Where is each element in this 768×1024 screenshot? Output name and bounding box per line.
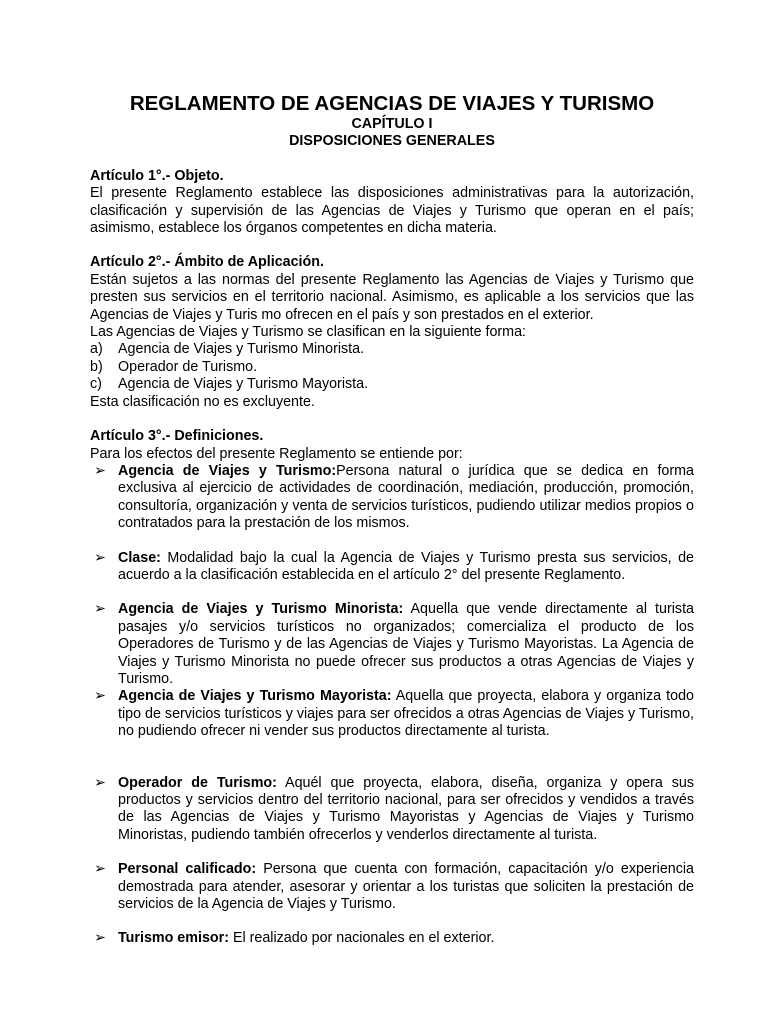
arrow-bullet-icon: ➢ xyxy=(94,601,106,618)
list-item-text: Operador de Turismo. xyxy=(118,358,258,375)
definition-term: Agencia de Viajes y Turismo: xyxy=(118,462,337,479)
article-3-intro: Para los efectos del presente Reglamento se entiende por: xyxy=(90,445,463,462)
arrow-bullet-icon: ➢ xyxy=(94,688,106,705)
definition-text: Aquella que proyecta, elabora y organiza todo tipo de servicios turísticos y viajes para ser ofrecidos a otras Agencias de Viajes y Turismo, no pudiendo ofrecer ni vender sus productos directamente al turista. xyxy=(118,688,694,740)
definition-item xyxy=(90,930,694,947)
definition-item xyxy=(90,775,694,845)
definition-text: El realizado por nacionales en el exterior. xyxy=(228,930,495,947)
definition-term: Clase: xyxy=(118,549,161,566)
list-item xyxy=(90,341,694,358)
list-item-text: Agencia de Viajes y Turismo Minorista. xyxy=(118,341,365,358)
list-marker: b) xyxy=(90,358,103,375)
document-title: REGLAMENTO DE AGENCIAS DE VIAJES Y TURISMO xyxy=(129,92,655,115)
list-item xyxy=(90,359,694,376)
list-item xyxy=(90,376,694,393)
definitions-list xyxy=(90,463,694,948)
definition-text: Aquél que proyecta, elabora, diseña, organiza y opera sus productos y servicios dentro del territorio nacional, para ser ofrecidos y vendidos a través de las Agencias de Viajes y Turismo Mayoristas y Agencias de Viajes y Turismo Minoristas, pudiendo también ofrecerlos y venderlos directamente al turista. xyxy=(118,774,695,843)
article-2-heading: Artículo 2°.- Ámbito de Aplicación. xyxy=(90,254,324,271)
article-2-text: Están sujetos a las normas del presente Reglamento las Agencias de Viajes y Turismo que presten sus servicios en el territorio nacional. Asimismo, es aplicable a los servicios que las Agencias de Viajes y Turis mo ofrecen en el país y son prestados en el exterior. xyxy=(90,271,694,323)
definition-text: Modalidad bajo la cual la Agencia de Viajes y Turismo presta sus servicios, de acuerdo a la clasificación establecida en el artículo 2° del presente Reglamento. xyxy=(118,549,694,583)
article-2-intro: Las Agencias de Viajes y Turismo se clasifican en la siguiente forma: xyxy=(90,324,527,341)
arrow-bullet-icon: ➢ xyxy=(94,549,106,566)
arrow-bullet-icon: ➢ xyxy=(94,861,106,878)
definition-text: Persona natural o jurídica que se dedica en forma exclusiva al ejercicio de actividades de coordinación, mediación, producción, promoción, consultoría, organización y venta de servicios turísticos, pudiendo utilizar medios propios o contratados para la prestación de los mismos. xyxy=(118,462,694,532)
definition-term: Operador de Turismo: xyxy=(118,774,277,791)
definition-text: Persona que cuenta con formación, capacitación y/o experiencia demostrada para atender, asesorar y orientar a los turistas que soliciten la prestación de servicios de la Agencia de Viajes y Turismo. xyxy=(118,861,694,913)
definition-item xyxy=(90,861,694,913)
article-3-heading: Artículo 3°.- Definiciones. xyxy=(90,428,264,445)
arrow-bullet-icon: ➢ xyxy=(94,774,106,791)
definition-term: Personal calificado: xyxy=(118,861,257,878)
list-marker: a) xyxy=(90,341,103,358)
classification-list xyxy=(90,341,694,393)
article-1-heading: Artículo 1°.- Objeto. xyxy=(90,167,224,184)
definition-item xyxy=(90,688,694,740)
article-2-closing: Esta clasificación no es excluyente. xyxy=(90,393,315,410)
chapter-heading: CAPÍTULO I xyxy=(351,116,433,132)
article-1-text: El presente Reglamento establece las disposiciones administrativas para la autorización, clasificación y supervisión de las Agencias de Viajes y Turismo que operan en el país; asimismo, establece los órganos competentes en dicha materia. xyxy=(90,185,694,237)
definition-item xyxy=(90,601,694,688)
arrow-bullet-icon: ➢ xyxy=(94,462,106,479)
definition-term: Turismo emisor: xyxy=(118,930,229,947)
definition-item xyxy=(90,463,694,533)
chapter-subtitle: DISPOSICIONES GENERALES xyxy=(289,133,495,150)
arrow-bullet-icon: ➢ xyxy=(94,930,106,947)
definition-text: Aquella que vende directamente al turista pasajes y/o servicios turísticos no organizados; comercializa el producto de los Operadores de Turismo y de las Agencias de Viajes y Turismo Mayoristas. La Agencia de Viajes y Turismo Minorista no puede ofrecer sus productos a otras Agencias de Viajes y Turismo. xyxy=(118,601,694,687)
definition-item xyxy=(90,550,694,585)
list-item-text: Agencia de Viajes y Turismo Mayorista. xyxy=(118,376,369,393)
definition-term: Agencia de Viajes y Turismo Mayorista: xyxy=(118,688,392,705)
definition-term: Agencia de Viajes y Turismo Minorista: xyxy=(118,601,404,618)
list-marker: c) xyxy=(90,376,102,393)
